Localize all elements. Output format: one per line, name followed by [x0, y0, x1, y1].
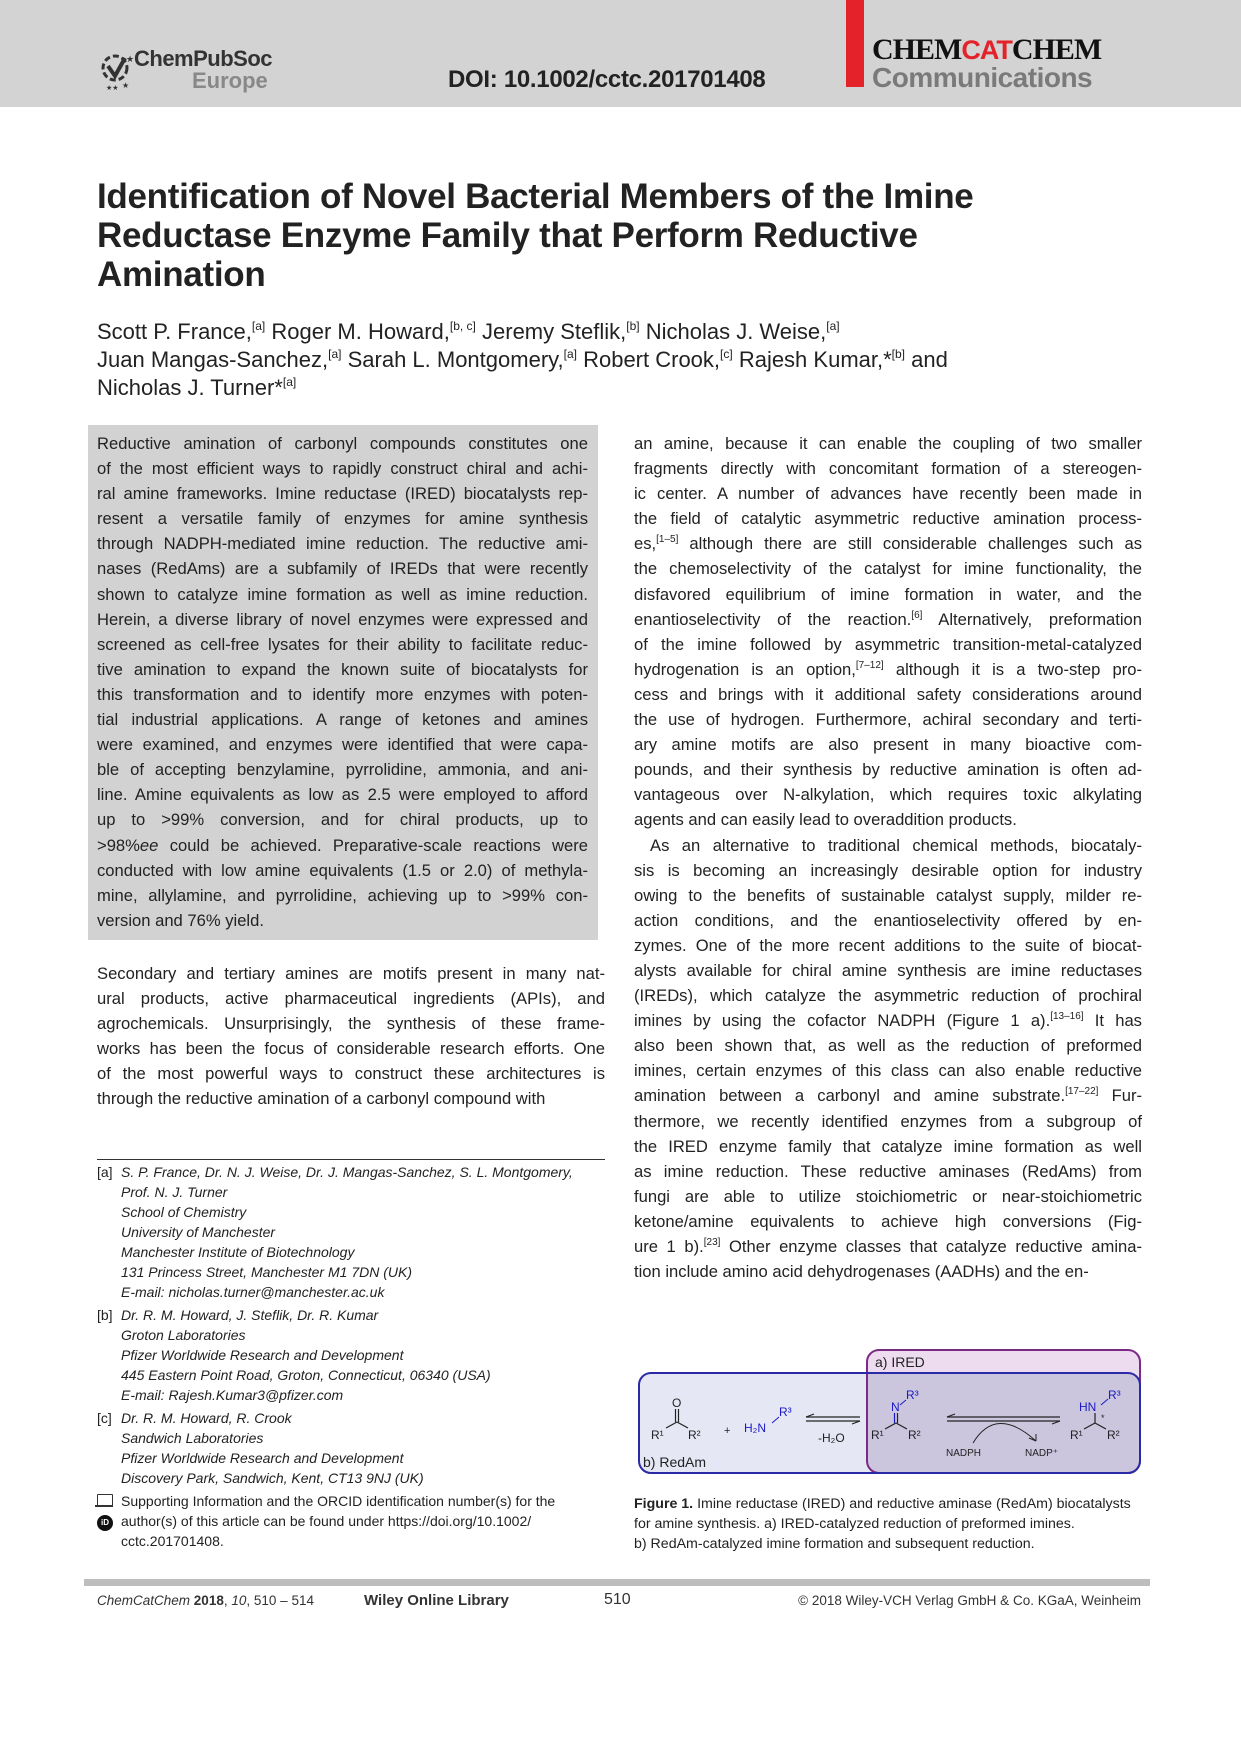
text-line: tive amination to expand the known suite of biocatalysts for — [97, 659, 588, 679]
affiliation-line: Dr. R. M. Howard, J. Steflik, Dr. R. Kumar — [121, 1307, 379, 1323]
text-line: vantageous over N-alkylation, which requires toxic alkylating — [634, 785, 1142, 805]
text-line: (IREDs), which catalyze the asymmetric reduction of prochiral — [634, 986, 1142, 1006]
affiliation-marker: [a] — [328, 347, 342, 361]
amine-reagent: H₂N — [744, 1421, 766, 1435]
ketone-oxygen: O — [672, 1396, 682, 1410]
article-title — [97, 177, 1157, 294]
body-text-left — [97, 961, 605, 1112]
author-name: Nicholas J. Turner* — [97, 375, 283, 400]
affiliation-line: Sandwich Laboratories — [121, 1430, 264, 1446]
caption-line: Imine reductase (IRED) and reductive aminase (RedAm) biocatalysts — [693, 1496, 1131, 1512]
text-line: were examined, and enzymes were identified that were capa- — [97, 735, 588, 755]
citation-pages: 510 – 514 — [253, 1593, 314, 1608]
nadph-label: NADPH — [946, 1448, 982, 1459]
publisher-name: ChemPubSoc — [134, 46, 273, 71]
text-line: ble of accepting benzylamine, pyrrolidine, ammonia, and ani- — [97, 760, 588, 780]
text-line: thermore, we recently identified enzymes from a subgroup of — [634, 1111, 1142, 1131]
text-line: hydrogenation is an option,[7–12] although it is a two-step pro- — [634, 659, 1142, 679]
affiliation — [97, 1408, 607, 1488]
affiliation-marker: [a] — [563, 347, 577, 361]
author-name: Sarah L. Montgomery, — [341, 347, 564, 372]
affiliation-label: [c] — [97, 1410, 112, 1426]
caption-line: for amine synthesis. a) IRED-catalyzed reduction of preformed imines. — [634, 1516, 1075, 1532]
chempubsoc-logo — [98, 46, 298, 94]
text-line: >98%ee could be achieved. Preparative-scale reactions were — [97, 835, 588, 855]
affiliation-label: [b] — [97, 1307, 113, 1323]
author-line — [97, 346, 1157, 374]
title-line: Reductase Enzyme Family that Perform Reductive — [97, 216, 918, 255]
svg-text:★: ★ — [126, 54, 135, 64]
citation-year: 2018 — [193, 1593, 224, 1608]
text-line: imines, certain enzymes of this class can also enable reductive — [634, 1061, 1142, 1081]
text-line: agrochemicals. Unsurprisingly, the synthesis of these frame- — [97, 1014, 605, 1034]
text-line: of the most powerful ways to construct these architectures is — [97, 1064, 605, 1084]
text-line: agents and can easily lead to overaddition products. — [634, 810, 1017, 830]
text-line: ural products, active pharmaceutical ingredients (APIs), and — [97, 989, 605, 1009]
doi[interactable]: DOI: 10.1002/cctc.201701408 — [448, 66, 766, 93]
affiliation-marker: [c] — [720, 347, 733, 361]
affiliation-line: Prof. N. J. Turner — [121, 1184, 228, 1200]
footnote-divider — [97, 1159, 605, 1160]
orcid-icon: iD — [97, 1515, 113, 1531]
author-name: Roger M. Howard, — [265, 319, 450, 344]
author-name: Nicholas J. Weise, — [639, 319, 827, 344]
citation-journal: ChemCatChem — [97, 1593, 191, 1608]
text-line: As an alternative to traditional chemical methods, biocataly- — [650, 835, 1142, 855]
text-line: mine, allylamine, and pyrrolidine, achieving up to >99% con- — [97, 885, 588, 905]
text-line: Herein, a diverse library of novel enzymes were expressed and — [97, 609, 588, 629]
affiliation-line: Discovery Park, Sandwich, Kent, CT13 9NJ (UK) — [121, 1470, 424, 1486]
text-line: conducted with low amine equivalents (1.5 or 2.0) of methyla- — [97, 860, 588, 880]
si-line[interactable]: cctc.201701408. — [121, 1533, 224, 1549]
text-line: alysts available for chiral amine synthesis are imine reductases — [634, 960, 1142, 980]
text-line: shown to catalyze imine formation as well as imine reduction. — [97, 584, 588, 604]
text-line: this transformation and to identify more enzymes with poten- — [97, 684, 588, 704]
citation: ChemCatChem 2018, 10, 510 – 514 — [97, 1593, 314, 1608]
affiliation-marker: [b, c] — [449, 319, 476, 333]
product-nh: HN — [1079, 1400, 1097, 1414]
affiliation-line: S. P. France, Dr. N. J. Weise, Dr. J. Mangas-Sanchez, S. L. Montgomery, — [121, 1164, 573, 1180]
supporting-information-note — [97, 1491, 607, 1551]
imine-r2: R² — [908, 1428, 921, 1442]
affiliation-line: Groton Laboratories — [121, 1327, 246, 1343]
text-line: sis is becoming an increasingly desirable option for industry — [634, 860, 1142, 880]
affiliation-marker: [a] — [826, 319, 840, 333]
text-line: pounds, and their synthesis by reductive amination is often ad- — [634, 760, 1142, 780]
svg-text:★: ★ — [122, 81, 130, 90]
author-list — [97, 318, 1157, 402]
text-line: cess and brings with it additional safety considerations around — [634, 684, 1142, 704]
text-line: works has been the focus of considerable research efforts. One — [97, 1039, 605, 1059]
affiliation-line: Dr. R. M. Howard, R. Crook — [121, 1410, 292, 1426]
nadp-label: NADP⁺ — [1025, 1448, 1059, 1459]
author-line — [97, 318, 1157, 346]
author-line — [97, 374, 1157, 402]
affiliation-marker: [a] — [251, 319, 266, 333]
imine-r3: R³ — [906, 1388, 919, 1402]
page-number: 510 — [604, 1591, 631, 1608]
si-line[interactable]: author(s) of this article can be found under https://doi.org/10.1002/ — [121, 1513, 532, 1529]
water-loss: -H₂O — [818, 1431, 845, 1445]
text-line: nases (RedAms) are a subfamily of IREDs that were recently — [97, 559, 588, 579]
caption-label: Figure 1. — [634, 1496, 694, 1512]
affiliation-marker: [b] — [626, 319, 640, 333]
text-line: the IRED enzyme family that catalyze imine formation as well — [634, 1136, 1142, 1156]
text-line: fragments directly with concomitant formation of a stereogen- — [634, 459, 1142, 479]
text-line: of the imine followed by asymmetric transition-metal-catalyzed — [634, 634, 1142, 654]
text-line: as imine reduction. These reductive aminases (RedAms) from — [634, 1161, 1142, 1181]
affiliation-line: Pfizer Worldwide Research and Development — [121, 1347, 404, 1363]
text-line: Secondary and tertiary amines are motifs present in many nat- — [97, 964, 605, 983]
text-line: tial industrial applications. A range of ketones and amines — [97, 710, 588, 730]
author-name: Rajesh Kumar,* — [732, 347, 892, 372]
text-line: line. Amine equivalents as low as 2.5 were employed to afford — [97, 785, 588, 805]
label-redam: b) RedAm — [643, 1454, 707, 1470]
text-line: an amine, because it can enable the coupling of two smaller — [634, 434, 1142, 453]
text-line: of the most efficient ways to rapidly construct chiral and achi- — [97, 459, 588, 479]
text-line: version and 76% yield. — [97, 910, 264, 930]
affiliation — [97, 1305, 607, 1405]
figure-1-scheme — [636, 1345, 1142, 1477]
text-line: also been shown that, as well as the reduction of preformed — [634, 1036, 1142, 1056]
text-line: resent a versatile family of enzymes for amine synthesis — [97, 509, 588, 529]
publisher-star-emblem-icon — [98, 48, 135, 92]
text-line: imines by using the cofactor NADPH (Figure 1 a).[13–16] It has — [634, 1011, 1142, 1031]
text-line: ure 1 b).[23] Other enzyme classes that catalyze reductive amina- — [634, 1237, 1142, 1256]
citation-volume: 10 — [231, 1593, 247, 1608]
article-type: Communications — [872, 62, 1093, 93]
text-line: owing to the benefits of sustainable catalyst supply, milder re- — [634, 885, 1142, 905]
text-line: through the reductive amination of a carbonyl compound with — [97, 1089, 546, 1109]
text-line: up to >99% conversion, and for chiral products, up to — [97, 810, 588, 830]
ketone-r1: R¹ — [651, 1428, 664, 1442]
figure-caption — [634, 1494, 1144, 1554]
author-name: Robert Crook, — [576, 347, 721, 372]
author-name: Jeremy Steflik, — [475, 319, 627, 344]
affiliation-marker: [b] — [891, 347, 906, 361]
label-ired: a) IRED — [875, 1354, 925, 1370]
text-line: disfavored equilibrium of imine formation in water, and the — [634, 584, 1142, 604]
author-name: and — [905, 347, 948, 372]
affiliation-line[interactable]: E-mail: nicholas.turner@manchester.ac.uk — [121, 1284, 385, 1300]
publisher-region: Europe — [192, 68, 268, 93]
text-line: the use of hydrogen. Furthermore, achiral secondary and terti- — [634, 710, 1142, 730]
affiliations — [97, 1162, 607, 1551]
text-line: ketone/amine equivalents to achieve high conversions (Fig- — [634, 1211, 1142, 1231]
caption-line: b) RedAm-catalyzed imine formation and subsequent reduction. — [634, 1536, 1035, 1552]
product-r3: R³ — [1108, 1388, 1121, 1402]
body-text-right — [634, 431, 1142, 1284]
affiliation-line: Manchester Institute of Biotechnology — [121, 1244, 355, 1260]
author-name: Scott P. France, — [97, 319, 252, 344]
affiliation-line[interactable]: E-mail: Rajesh.Kumar3@pfizer.com — [121, 1387, 344, 1403]
affiliation — [97, 1162, 607, 1302]
text-line: ary amine motifs are also present in many bioactive com- — [634, 735, 1142, 755]
imine-r1: R¹ — [871, 1428, 884, 1442]
plus-sign: + — [724, 1425, 731, 1437]
abstract — [97, 431, 588, 933]
text-line: ral amine frameworks. Imine reductase (IRED) biocatalysts rep- — [97, 484, 588, 504]
text-line: es,[1–5] although there are still considerable challenges such as — [634, 534, 1142, 554]
text-line: screened as cell-free lysates for their ability to facilitate reduc- — [97, 634, 588, 654]
product-r1: R¹ — [1070, 1428, 1083, 1442]
journal-logo-part: CHEM — [1011, 33, 1102, 66]
affiliation-line: 445 Eastern Point Road, Groton, Connecticut, 06340 (USA) — [121, 1367, 491, 1383]
affiliation-label: [a] — [97, 1164, 113, 1180]
product-r2: R² — [1107, 1428, 1120, 1442]
title-line: Identification of Novel Bacterial Members of the Imine — [97, 177, 974, 216]
text-line: ic center. A number of advances have recently been made in — [634, 484, 1142, 504]
text-line: the field of catalytic asymmetric reductive amination process- — [634, 509, 1142, 529]
amine-r3: R³ — [779, 1405, 792, 1419]
stereocenter-mark: * — [1101, 1413, 1105, 1423]
text-line: through NADPH-mediated imine reduction. The reductive ami- — [97, 534, 588, 554]
journal-logo-part: CAT — [961, 35, 1012, 65]
text-line: enantioselectivity of the reaction.[6] Alternatively, preformation — [634, 609, 1142, 629]
ketone-r2: R² — [688, 1428, 701, 1442]
text-line: the chemoselectivity of the catalyst for imine functionality, the — [634, 559, 1142, 579]
author-name: Juan Mangas-Sanchez, — [97, 347, 329, 372]
page-footer — [0, 1593, 1241, 1613]
wiley-online-library-link[interactable]: Wiley Online Library — [364, 1592, 509, 1609]
accent-bar — [846, 0, 864, 87]
footer-divider — [84, 1579, 1150, 1586]
imine-nitrogen: N — [891, 1400, 900, 1414]
si-line: Supporting Information and the ORCID identification number(s) for the — [121, 1493, 556, 1509]
journal-logo-part: CHEM — [872, 33, 962, 66]
text-line: fungi are able to utilize stoichiometric or near-stoichiometric — [634, 1186, 1142, 1206]
title-line: Amination — [97, 255, 266, 294]
computer-icon — [97, 1494, 113, 1506]
text-line: action conditions, and the enantioselectivity offered by en- — [634, 910, 1142, 930]
affiliation-line: 131 Princess Street, Manchester M1 7DN (UK) — [121, 1264, 412, 1280]
text-line: zymes. One of the more recent additions to the suite of biocat- — [634, 935, 1142, 955]
copyright: © 2018 Wiley-VCH Verlag GmbH & Co. KGaA, Weinheim — [798, 1593, 1141, 1608]
affiliation-line: University of Manchester — [121, 1224, 276, 1240]
text-line: Reductive amination of carbonyl compounds constitutes one — [97, 434, 588, 453]
affiliation-marker: [a] — [282, 375, 297, 389]
affiliation-line: Pfizer Worldwide Research and Development — [121, 1450, 404, 1466]
affiliation-line: School of Chemistry — [121, 1204, 247, 1220]
text-line: tion include amino acid dehydrogenases (AADHs) and the en- — [634, 1262, 1089, 1282]
text-line: amination between a carbonyl and amine substrate.[17–22] Fur- — [634, 1086, 1143, 1106]
svg-text:★★: ★★ — [106, 85, 119, 92]
